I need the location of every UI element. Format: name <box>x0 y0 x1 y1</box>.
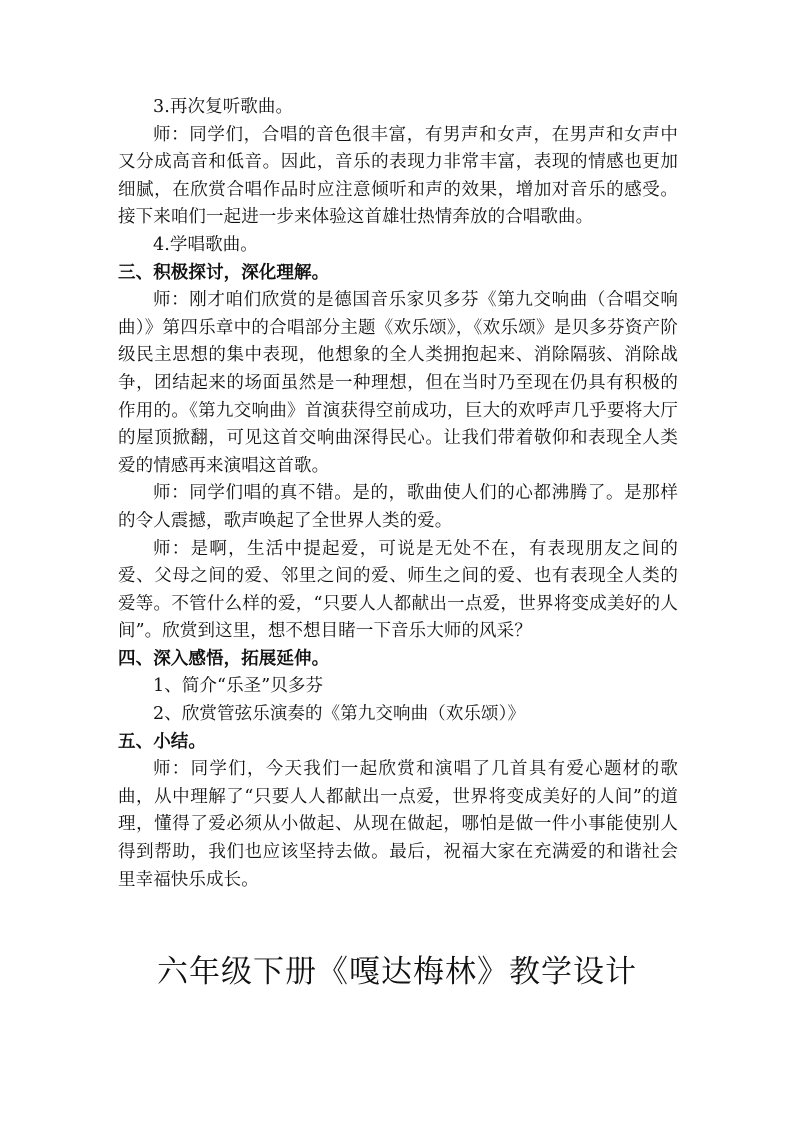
body-text <box>118 94 678 894</box>
section-heading-3: 三、积极探讨，深化理解。 <box>118 262 330 283</box>
teacher-paragraph-praise: 师：同学们唱的真不错。是的，歌曲使人们的心都沸腾了。是那样的令人震撼，歌声唤起了全世界人类的爱。 <box>118 483 678 531</box>
teacher-paragraph-chorus: 师：同学们，合唱的音色很丰富，有男声和女声，在男声和女声中又分成高音和低音。因此，音乐的表现力非常丰富，表现的情感也更加细腻，在欣赏合唱作品时应注意倾听和声的效果，增加对音乐的感受。接下来咱们一起进一步来体验这首雄壮热情奔放的合唱歌曲。 <box>118 124 678 228</box>
step-4-line: 4.学唱歌曲。 <box>153 234 258 255</box>
section-heading-4: 四、深入感悟，拓展延伸。 <box>118 648 330 669</box>
teacher-paragraph-summary: 师：同学们，今天我们一起欣赏和演唱了几首具有爱心题材的歌曲，从中理解了“只要人人都献出一点爱，世界将变成美好的人间”的道理，懂得了爱必须从小做起、从现在做起，哪怕是做一件小事能使别人得到帮助，我们也应该坚持去做。最后，祝福大家在充满爱的和谐社会里幸福快乐成长。 <box>118 759 678 890</box>
document-title: 六年级下册《嘎达梅林》教学设计 <box>157 954 637 990</box>
list-item-2: 2、欣赏管弦乐演奏的《第九交响曲（欢乐颂）》 <box>153 704 526 725</box>
teacher-paragraph-beethoven: 师：刚才咱们欣赏的是德国音乐家贝多芬《第九交响曲（合唱交响曲）》第四乐章中的合唱部分主题《欢乐颂》，《欢乐颂》是贝多芬资产阶级民主思想的集中表现，他想象的全人类拥抱起来、消除隔骇、消除战争，团结起来的场面虽然是一种理想，但在当时乃至现在仍具有积极的作用的。《第九交响曲》首演获得空前成功，巨大的欢呼声几乎要将大厅的屋顶掀翻，可见这首交响曲深得民心。让我们带着敬仰和表现全人类爱的情感再来演唱这首歌。 <box>118 290 678 476</box>
step-3-line: 3.再次复听歌曲。 <box>153 97 294 117</box>
list-item-1: 1、简介“乐圣”贝多芬 <box>153 676 324 697</box>
teacher-paragraph-love: 师：是啊，生活中提起爱，可说是无处不在，有表现朋友之间的爱、父母之间的爱、邻里之间的爱、师生之间的爱、也有表现全人类的爱等。不管什么样的爱，“只要人人都献出一点爱，世界将变成美好的人间”。欣赏到这里，想不想目睹一下音乐大师的风采？ <box>118 538 678 642</box>
section-heading-5: 五、小结。 <box>118 731 206 752</box>
